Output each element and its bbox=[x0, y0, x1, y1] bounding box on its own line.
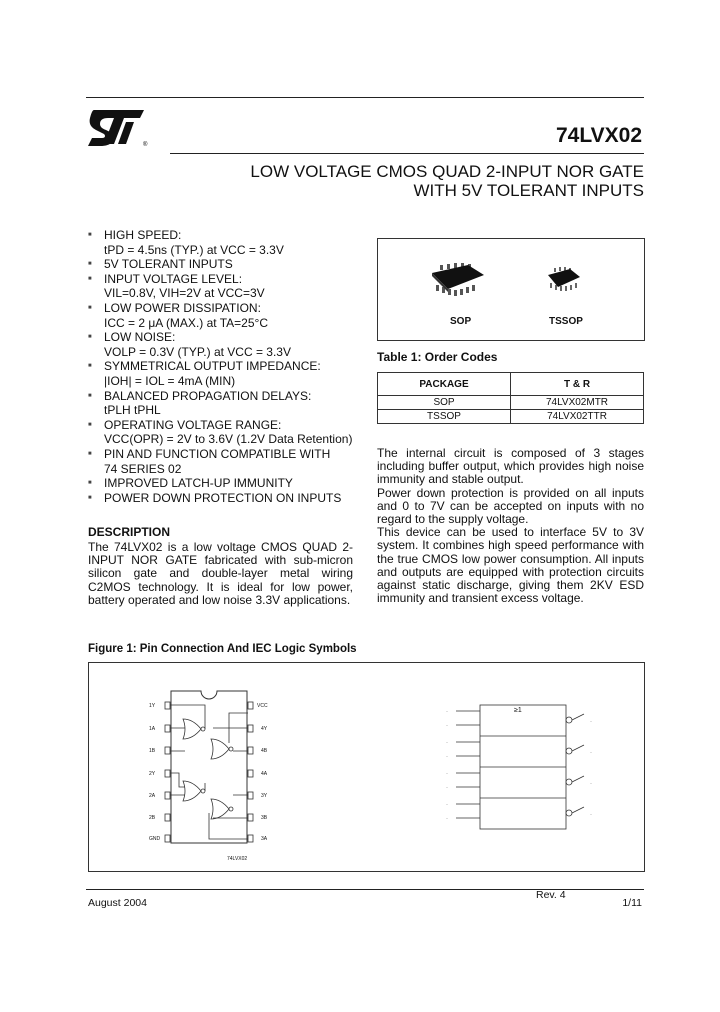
svg-text:·: · bbox=[446, 709, 448, 715]
pin-label: GND bbox=[149, 836, 161, 842]
pin-label: 3Y bbox=[261, 793, 268, 799]
table-cell: 74LVX02TTR bbox=[511, 410, 644, 424]
order-table-caption: Table 1: Order Codes bbox=[377, 350, 498, 364]
feature-detail: tPD = 4.5ns (TYP.) at VCC = 3.3V bbox=[104, 242, 284, 257]
paragraph: Power down protection is provided on all inputs and 0 to 7V can be accepted on inputs with no regard to the supply voltage. bbox=[377, 485, 644, 527]
list-item: ■ PIN AND FUNCTION COMPATIBLE WITH bbox=[88, 446, 331, 461]
table-header: T & R bbox=[511, 373, 644, 396]
feature-detail: VIL=0.8V, VIH=2V at VCC=3V bbox=[104, 286, 265, 301]
sop-label: SOP bbox=[450, 316, 472, 327]
table-cell: SOP bbox=[378, 396, 511, 410]
header-rule bbox=[86, 97, 644, 98]
list-item: ■ BALANCED PROPAGATION DELAYS: bbox=[88, 388, 312, 403]
feature-detail: ICC = 2 μA (MAX.) at TA=25°C bbox=[104, 315, 268, 330]
feature-detail: 74 SERIES 02 bbox=[104, 461, 182, 476]
feature-detail: |IOH| = IOL = 4mA (MIN) bbox=[104, 373, 236, 388]
table-row bbox=[378, 396, 644, 410]
list-item: ■ LOW POWER DISSIPATION: bbox=[88, 300, 261, 315]
pin-label: 1Y bbox=[149, 703, 156, 709]
description-heading: DESCRIPTION bbox=[88, 525, 171, 539]
part-number: 74LVX02 bbox=[556, 124, 642, 147]
list-item: ■ 5V TOLERANT INPUTS bbox=[88, 257, 233, 272]
paragraph: The internal circuit is composed of 3 stages including buffer output, which provides high noise immunity and stable output. bbox=[377, 446, 644, 487]
pin-label: 2B bbox=[149, 815, 156, 821]
svg-text:·: · bbox=[446, 723, 448, 729]
svg-text:®: ® bbox=[143, 142, 148, 148]
table-cell: 74LVX02MTR bbox=[511, 396, 644, 410]
feature-detail: VOLP = 0.3V (TYP.) at VCC = 3.3V bbox=[104, 344, 291, 359]
pin-label: 2Y bbox=[149, 771, 156, 777]
iec-logic-symbol bbox=[424, 697, 624, 857]
svg-text:·: · bbox=[590, 719, 592, 725]
table-header: PACKAGE bbox=[378, 373, 511, 396]
pin-label: 4B bbox=[261, 748, 268, 754]
subtitle bbox=[144, 162, 644, 200]
feature-detail: tPLH tPHL bbox=[104, 403, 161, 418]
iec-symbol-label: ≥1 bbox=[514, 707, 522, 714]
list-item: ■ POWER DOWN PROTECTION ON INPUTS bbox=[88, 490, 342, 505]
footer-page: 1/11 bbox=[622, 897, 642, 909]
figure-box bbox=[88, 662, 645, 872]
pin-connection-diagram bbox=[149, 683, 279, 858]
table-row bbox=[378, 410, 644, 424]
svg-text:·: · bbox=[590, 750, 592, 756]
sop-package-icon bbox=[430, 261, 486, 297]
table-header-row bbox=[378, 373, 644, 396]
footer-rev: Rev. 4 bbox=[536, 889, 566, 901]
tssop-package-icon bbox=[546, 265, 582, 295]
paragraph: This device can be used to interface 5V to 3V system. It combines high speed performance with the true CMOS low power consumption. All inputs and outputs are equipped with protection circuits against static discharge, giving them 2KV ESD immunity and transient excess voltage. bbox=[377, 525, 644, 606]
footer-date: August 2004 bbox=[88, 897, 147, 909]
pin-label: 3B bbox=[261, 815, 268, 821]
svg-text:·: · bbox=[446, 785, 448, 791]
subtitle-line-1: LOW VOLTAGE CMOS QUAD 2-INPUT NOR GATE bbox=[250, 162, 644, 181]
svg-text:·: · bbox=[590, 781, 592, 787]
st-logo-icon bbox=[86, 106, 152, 148]
list-item: ■ INPUT VOLTAGE LEVEL: bbox=[88, 271, 243, 286]
package-box bbox=[377, 238, 645, 341]
order-codes-table bbox=[377, 372, 644, 424]
table-cell: TSSOP bbox=[378, 410, 511, 424]
pin-label: 1B bbox=[149, 748, 156, 754]
list-item: ■ IMPROVED LATCH-UP IMMUNITY bbox=[88, 476, 293, 491]
list-item: ■ LOW NOISE: bbox=[88, 330, 176, 345]
list-item: ■ SYMMETRICAL OUTPUT IMPEDANCE: bbox=[88, 359, 321, 374]
pin-label: 4A bbox=[261, 771, 268, 777]
svg-text:·: · bbox=[446, 740, 448, 746]
svg-text:·: · bbox=[446, 754, 448, 760]
svg-text:·: · bbox=[446, 802, 448, 808]
title-rule bbox=[170, 153, 644, 154]
svg-text:·: · bbox=[590, 812, 592, 818]
pin-label: 3A bbox=[261, 836, 268, 842]
pin-label: VCC bbox=[257, 703, 268, 709]
figure-caption: Figure 1: Pin Connection And IEC Logic Symbols bbox=[88, 643, 357, 655]
pin-label: 4Y bbox=[261, 726, 268, 732]
pin-label: 1A bbox=[149, 726, 156, 732]
tssop-label: TSSOP bbox=[549, 316, 583, 327]
right-text bbox=[377, 447, 644, 605]
list-item: ■ HIGH SPEED: bbox=[88, 228, 182, 242]
subtitle-line-2: WITH 5V TOLERANT INPUTS bbox=[413, 181, 644, 200]
chip-label: 74LVX02 bbox=[227, 856, 248, 862]
feature-list bbox=[88, 228, 358, 505]
svg-text:·: · bbox=[446, 816, 448, 822]
feature-detail: VCC(OPR) = 2V to 3.6V (1.2V Data Retention) bbox=[104, 432, 353, 447]
pin-label: 2A bbox=[149, 793, 156, 799]
description-text: The 74LVX02 is a low voltage CMOS QUAD 2-INPUT NOR GATE fabricated with sub-micron silicon gate and double-layer metal wiring C2MOS technology. It is ideal for low power, battery operated and low noise 3.3V applications. bbox=[88, 540, 353, 607]
list-item: ■ OPERATING VOLTAGE RANGE: bbox=[88, 417, 282, 432]
svg-text:·: · bbox=[446, 771, 448, 777]
